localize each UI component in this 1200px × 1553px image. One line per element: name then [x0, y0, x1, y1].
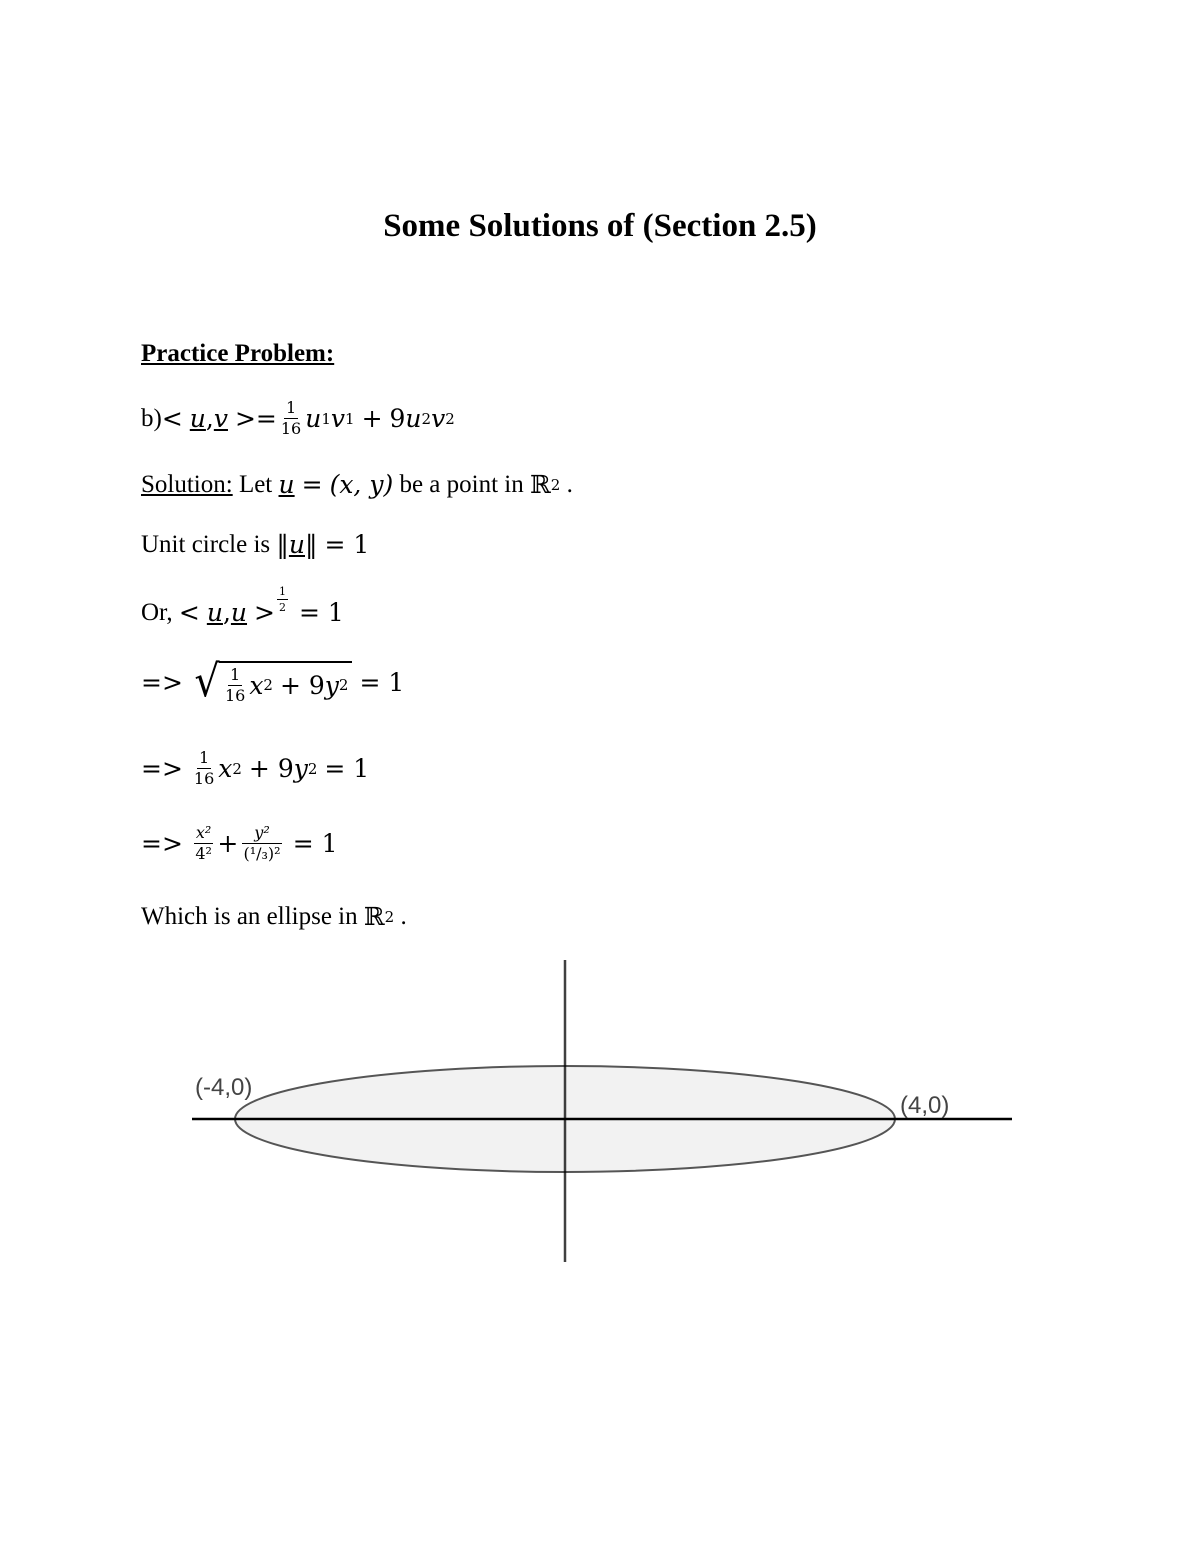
term-v1: v [330, 404, 346, 433]
vector-u: u [288, 530, 305, 559]
fraction-numerator: 1 [285, 398, 297, 417]
variable-y: y [324, 670, 339, 700]
conclusion-text: Which is an ellipse in [141, 902, 364, 930]
vector-u: u [206, 598, 223, 627]
plus-symbol: + [361, 404, 383, 433]
term-u1: u [305, 404, 322, 433]
equals-one: = 1 [324, 754, 370, 783]
vector-v: v [213, 404, 228, 433]
coefficient: 9 [389, 404, 406, 433]
term-v2: v [431, 404, 446, 433]
unit-circle-text: Unit circle is [141, 530, 277, 558]
implies-arrow: => [141, 667, 183, 697]
equals-one: = 1 [359, 667, 405, 697]
equals-one: = 1 [324, 530, 370, 559]
lt-symbol: < [161, 404, 183, 433]
solution-label: Solution: [141, 470, 233, 498]
fraction-denominator: 16 [280, 419, 302, 438]
vector-u: u [278, 470, 295, 499]
variable-x: x [218, 754, 233, 783]
equals-one: = 1 [292, 829, 338, 858]
gt-symbol: > [254, 598, 275, 627]
vector-u: u [230, 598, 248, 627]
subscript: 2 [421, 409, 432, 428]
or-text: Or, [141, 598, 179, 626]
subscript: 1 [345, 409, 355, 428]
practice-problem-heading: Practice Problem: [141, 340, 335, 367]
fraction-numerator: 1 [198, 748, 210, 767]
gt-eq-symbol: >= [234, 404, 277, 433]
fraction-numerator: y² [242, 825, 281, 844]
page-title: Some Solutions of (Section 2.5) [383, 208, 817, 244]
reals-symbol: ℝ [363, 902, 385, 931]
lt-symbol: < [178, 598, 200, 627]
variable-x: x [249, 670, 264, 700]
radical-icon: √ [194, 656, 220, 707]
superscript: 2 [307, 759, 318, 778]
period: . [394, 902, 407, 930]
exponent-numerator: 1 [278, 585, 286, 598]
right-vertex-label: (4,0) [900, 1092, 950, 1119]
fraction-denominator: 16 [224, 685, 246, 705]
variable-y: y [293, 754, 308, 783]
subscript: 1 [321, 409, 331, 428]
fraction-denominator: (¹/₃)² [243, 844, 281, 863]
fraction-denominator: 16 [193, 769, 215, 788]
reals-symbol: ℝ [529, 470, 551, 499]
point-xy: (x, y) [329, 470, 394, 499]
solution-text-point: be a point in [393, 470, 530, 498]
implies-arrow: => [141, 829, 183, 858]
fraction-numerator: x² [195, 823, 212, 842]
superscript: 2 [263, 676, 273, 694]
plus-symbol: + [217, 829, 239, 858]
vector-u: u [189, 404, 206, 433]
equals-symbol: = [301, 470, 323, 499]
plus-nine: + 9 [248, 754, 294, 783]
comma: , [222, 598, 231, 627]
superscript: 2 [550, 475, 561, 494]
problem-b-label: b) [141, 404, 162, 432]
subscript: 2 [445, 409, 455, 428]
implies-arrow: => [141, 754, 183, 783]
equals-one: = 1 [298, 598, 344, 627]
left-vertex-label: (-4,0) [195, 1074, 253, 1101]
norm-left-bar: ‖ [276, 530, 289, 559]
period: . [560, 470, 573, 498]
superscript: 2 [338, 676, 349, 694]
superscript: 2 [232, 759, 242, 778]
fraction-denominator: 4² [195, 844, 212, 863]
solution-text-let: Let [232, 470, 279, 498]
term-u2: u [405, 404, 422, 433]
comma: , [205, 404, 214, 433]
superscript: 2 [384, 907, 395, 926]
exponent-denominator: 2 [278, 601, 286, 614]
norm-right-bar: ‖ [305, 530, 318, 559]
fraction-numerator: 1 [230, 664, 241, 684]
plus-nine: + 9 [279, 670, 325, 700]
